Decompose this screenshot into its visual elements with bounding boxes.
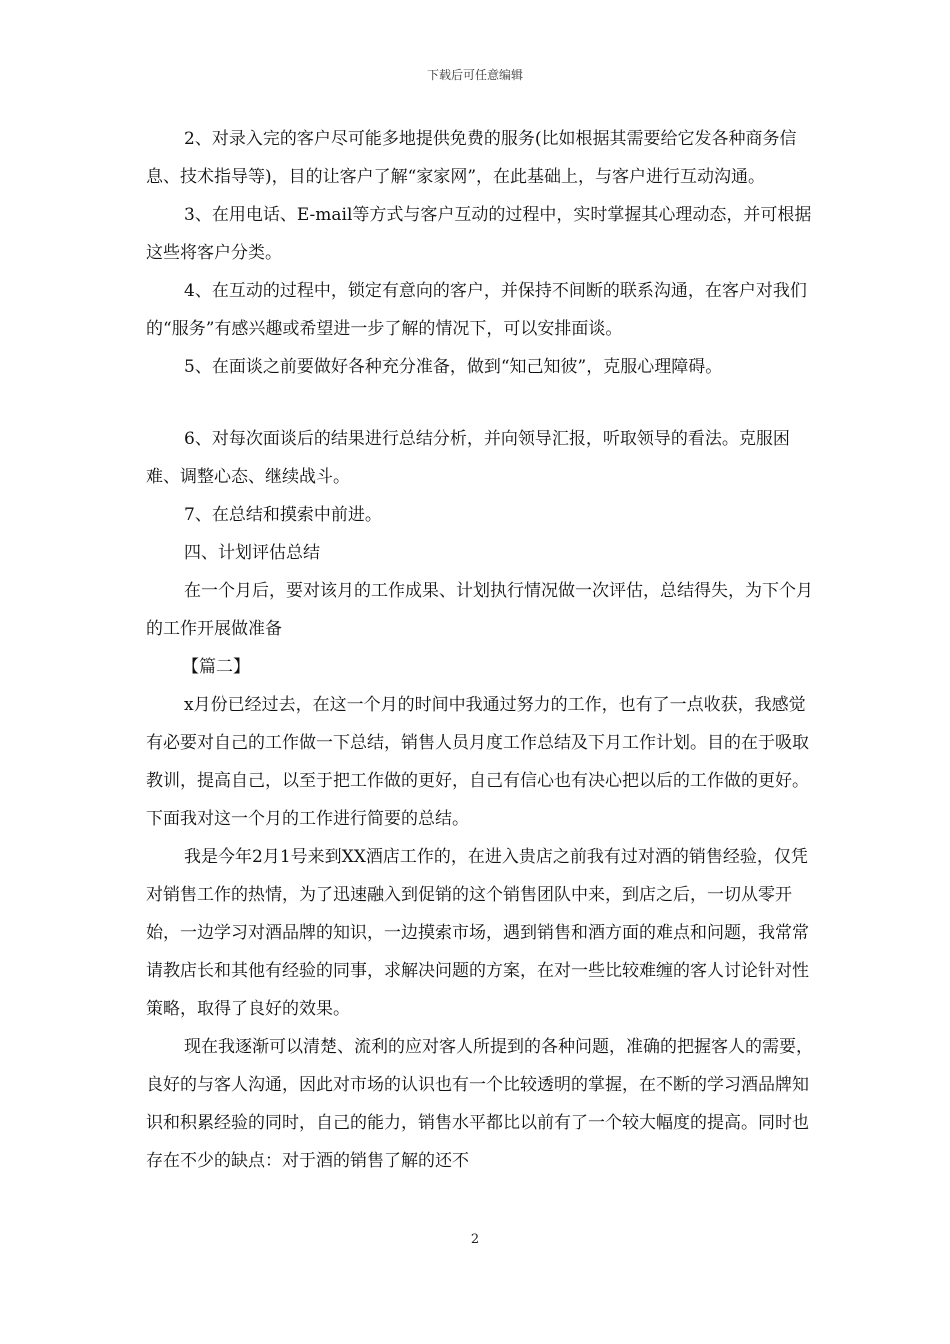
document-body: [146, 120, 816, 1180]
paragraph-monthly-summary: x月份已经过去，在这一个月的时间中我通过努力的工作，也有了一点收获，我感觉有必要对自己的工作做一下总结，销售人员月度工作总结及下月工作计划。目的在于吸取教训，提高自己，以至于把工作做的更好，自己有信心也有决心把以后的工作做的更好。下面我对这一个月的工作进行简要的总结。: [146, 695, 809, 829]
paragraph-4: 4、在互动的过程中，锁定有意向的客户，并保持不间断的联系沟通，在客户对我们的“服务”有感兴趣或希望进一步了解的情况下，可以安排面谈。: [146, 281, 807, 339]
paragraph-progress: 现在我逐渐可以清楚、流利的应对客人所提到的各种问题，准确的把握客人的需要，良好的与客人沟通，因此对市场的认识也有一个比较透明的掌握，在不断的学习酒品牌知识和积累经验的同时，自己的能力，销售水平都比以前有了一个较大幅度的提高。同时也存在不少的缺点：对于酒的销售了解的还不: [146, 1037, 813, 1171]
section-heading-4: 四、计划评估总结: [184, 543, 320, 563]
paragraph-2: 2、对录入完的客户尽可能多地提供免费的服务(比如根据其需要给它发各种商务信息、技术指导等)，目的让客户了解“家家网”，在此基础上，与客户进行互动沟通。: [146, 129, 797, 187]
paragraph-7: 7、在总结和摸索中前进。: [184, 505, 382, 525]
paragraph-evaluation: 在一个月后，要对该月的工作成果、计划执行情况做一次评估，总结得失，为下个月的工作开展做准备: [146, 581, 813, 639]
paragraph-5: 5、在面谈之前要做好各种充分准备，做到“知己知彼”，克服心理障碍。: [184, 357, 723, 377]
page-number: 2: [470, 1232, 480, 1247]
paragraph-3: 3、在用电话、E-mail等方式与客户互动的过程中，实时掌握其心理动态，并可根据这些将客户分类。: [146, 205, 812, 263]
paragraph-experience: 我是今年2月1号来到XX酒店工作的，在进入贵店之前我有过对酒的销售经验，仅凭对销售工作的热情，为了迅速融入到促销的这个销售团队中来，到店之后，一切从零开始，一边学习对酒品牌的知识，一边摸索市场，遇到销售和酒方面的难点和问题，我常常请教店长和其他有经验的同事，求解决问题的方案，在对一些比较难缠的客人讨论针对性策略，取得了良好的效果。: [146, 847, 809, 1019]
section-heading-part-2: 【篇二】: [182, 657, 250, 677]
paragraph-6: 6、对每次面谈后的结果进行总结分析，并向领导汇报，听取领导的看法。克服困难、调整心态、继续战斗。: [146, 429, 790, 487]
page-header: 下载后可任意编辑: [426, 68, 523, 82]
